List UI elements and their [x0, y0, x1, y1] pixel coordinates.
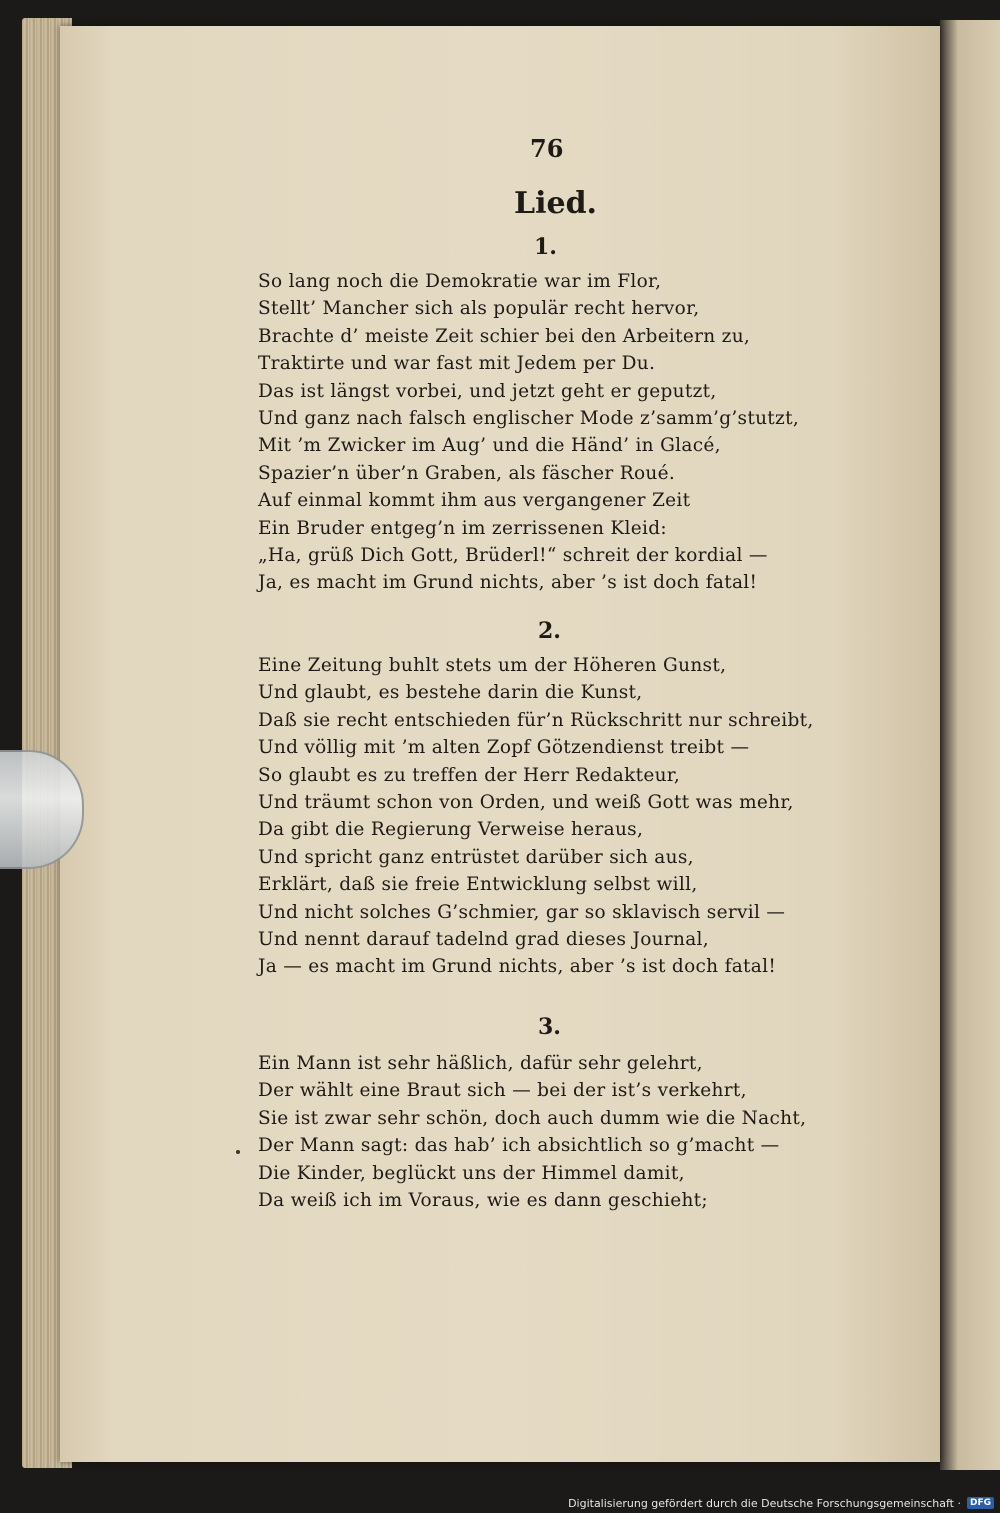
verse-line: Und nennt darauf tadelnd grad dieses Journal, [258, 928, 709, 950]
verse-line: Erklärt, daß sie freie Entwicklung selbst will, [258, 874, 698, 896]
verse-line: Daß sie recht entschieden für’n Rückschritt nur schreibt, [258, 709, 814, 731]
verse-line: Traktirte und war fast mit Jedem per Du. [258, 353, 656, 375]
verse-line: Ein Mann ist sehr häßlich, dafür sehr gelehrt, [258, 1053, 703, 1074]
verse-line: Brachte d’ meiste Zeit schier bei den Arbeitern zu, [258, 325, 751, 347]
verse-line: Mit ’m Zwicker im Aug’ und die Händ’ in Glacé, [258, 435, 721, 457]
verse-line: Der Mann sagt: das hab’ ich absichtlich so g’macht — [258, 1135, 780, 1157]
song-title: Lied. [514, 186, 597, 221]
stanza-1 [258, 268, 858, 597]
verse-line: Und glaubt, es bestehe darin die Kunst, [258, 682, 643, 704]
verse-line: Sie ist zwar sehr schön, doch auch dumm wie die Nacht, [258, 1107, 807, 1129]
verse-line: Und träumt schon von Orden, und weiß Gott was mehr, [258, 791, 794, 813]
digitization-footer [562, 1493, 1000, 1513]
facing-page-edge [940, 20, 1000, 1470]
verse-line: „Ha, grüß Dich Gott, Brüderl!“ schreit der kordial — [258, 544, 768, 566]
verse-line: Und nicht solches G’schmier, gar so sklavisch servil — [258, 901, 786, 923]
verse-line: Spazier’n über’n Graben, als fäscher Roué. [258, 462, 676, 484]
verse-line: Ein Bruder entgeg’n im zerrissenen Kleid: [258, 517, 667, 539]
stanza-number: 3. [538, 1014, 561, 1040]
stanza-number: 2. [538, 618, 561, 644]
verse-line: Ja, es macht im Grund nichts, aber ’s ist doch fatal! [258, 572, 758, 594]
verse-line: Stellt’ Mancher sich als populär recht hervor, [258, 298, 700, 320]
verse-line: Eine Zeitung buhlt stets um der Höheren Gunst, [258, 655, 727, 676]
verse-line: Auf einmal kommt ihm aus vergangener Zeit [258, 490, 691, 512]
stanza-number: 1. [534, 234, 557, 260]
verse-line: Ja — es macht im Grund nichts, aber ’s ist doch fatal! [258, 956, 777, 978]
verse-line: Die Kinder, beglückt uns der Himmel damit, [258, 1162, 685, 1184]
verse-line: Da weiß ich im Voraus, wie es dann geschieht; [258, 1189, 708, 1211]
verse-line: Der wählt eine Braut sich — bei der ist’s verkehrt, [258, 1080, 747, 1102]
stanza-2 [258, 652, 858, 981]
verse-line: Und völlig mit ’m alten Zopf Götzendienst treibt — [258, 737, 750, 759]
verse-line: Und ganz nach falsch englischer Mode z’samm’g’stutzt, [258, 407, 799, 429]
dfg-logo: DFG [967, 1497, 994, 1509]
verse-line: Das ist längst vorbei, und jetzt geht er geputzt, [258, 380, 717, 402]
margin-dot [236, 1150, 240, 1154]
page-number: 76 [530, 134, 564, 163]
verse-line: So lang noch die Demokratie war im Flor, [258, 271, 662, 292]
verse-line: Und spricht ganz entrüstet darüber sich aus, [258, 846, 694, 868]
verse-line: Da gibt die Regierung Verweise heraus, [258, 819, 644, 841]
verse-line: So glaubt es zu treffen der Herr Redakteur, [258, 764, 681, 786]
stanza-3 [258, 1050, 858, 1214]
footer-credit: Digitalisierung gefördert durch die Deutsche Forschungsgemeinschaft · [568, 1496, 961, 1510]
